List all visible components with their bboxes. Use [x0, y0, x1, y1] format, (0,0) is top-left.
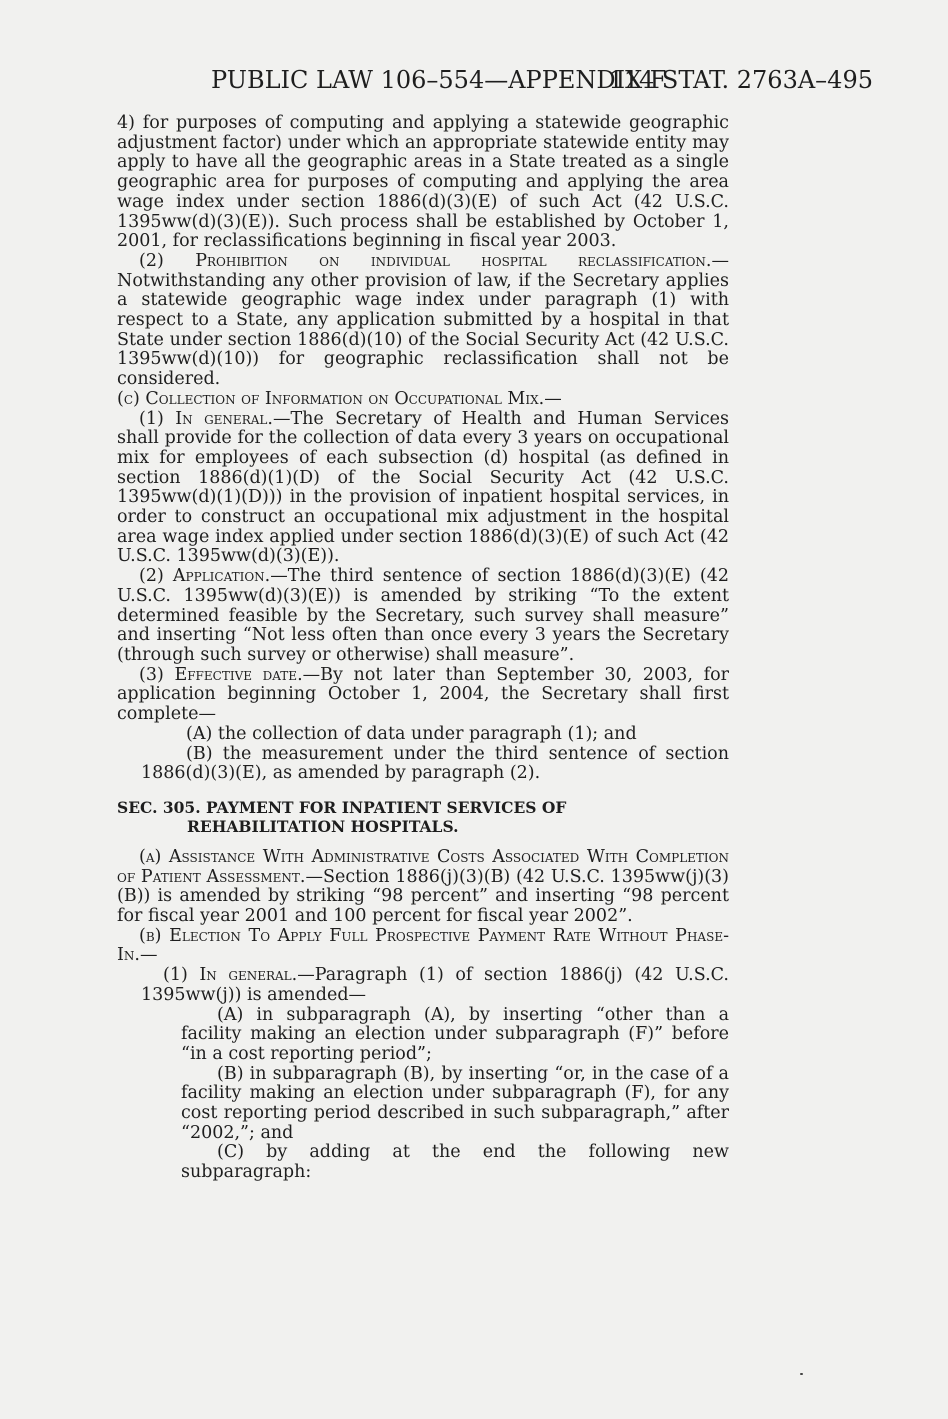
paragraph-continuation: 4) for purposes of computing and applying a statewide geographic adjustment factor) under which an appropriate statewide entity may apply to have all the geographic areas in a State treated as a single geographic area for purposes of computing and applying the area wage index under section 1886(d)(3)(E) of such Act (42 U.S.C. 1395ww(d)(3)(E)). Such process shall be established by October 1, 2001, for reclassifications beginning in fiscal year 2003.: [117, 113, 729, 252]
paragraph-b1: [117, 966, 729, 1005]
paragraph-text: —The third sentence of section 1886(d)(3)(E) (42 U.S.C. 1395ww(d)(3)(E)) is amended by striking “To the extent determined feasible by the Secretary, such survey shall measure” and inserting “Not less often than once every 3 years the Secretary (through such survey or otherwise) shall measure”.: [117, 566, 729, 665]
paragraph-text: —By not later than September 30, 2003, for application beginning October 1, 2004, the Secretary shall first complete—: [117, 664, 729, 725]
paragraph-text: —Notwithstanding any other provision of law, if the Secretary applies a statewide geographic wage index under paragraph (1) with respect to a State, any application submitted by a hospital in that State under section 1886(d)(10) of the Social Security Act (42 U.S.C. 1395ww(d)(10)) for geographic reclassification shall not be considered.: [117, 250, 729, 390]
scan-speck: [800, 1373, 803, 1375]
subparagraph-c3b: (B) the measurement under the third sentence of section 1886(d)(3)(E), as amended by paragraph (2).: [141, 743, 729, 784]
subsection-text: —Section 1886(j)(3)(B) (42 U.S.C. 1395ww(j)(3)(B)) is amended by striking “98 percent” and inserting “98 percent for fiscal year 2001 and 100 percent for fiscal year 2002”.: [117, 866, 729, 927]
subsection-c-heading: [117, 390, 729, 410]
subparagraph-c3a: (A) the collection of data under paragraph (1); and: [186, 723, 637, 744]
subsection-a: [117, 848, 729, 927]
paragraph-heading: (2) Prohibition on individual hospital reclassification.: [139, 250, 712, 271]
subsection-heading: (b) Election To Apply Full Prospective Payment Rate Without Phase-In.: [117, 925, 729, 966]
running-header: [211, 62, 873, 98]
paragraph-heading: (3) Effective date.: [139, 664, 303, 685]
subsection-dash: —: [544, 388, 562, 409]
subsection-dash: —: [139, 945, 158, 966]
paragraph-heading: (2) Application.: [139, 566, 271, 587]
paragraph-c2: [117, 567, 729, 666]
subparagraph-b1b: (B) in subparagraph (B), by inserting “or, in the case of a facility making an election under subparagraph (F), for any cost reporting period described in such subparagraph,” after “2002,”; and: [181, 1063, 729, 1143]
subsection-heading: (a) Assistance With Administrative Costs Associated With Completion of Patient Assessment.: [117, 846, 729, 887]
subsection-heading: (c) Collection of Information on Occupational Mix.: [117, 388, 545, 409]
header-title: PUBLIC LAW 106–554—APPENDIX F: [211, 66, 667, 94]
header-page-number: 114 STAT. 2763A–495: [608, 66, 873, 94]
document-body: [117, 114, 729, 1183]
subparagraph-b1a: (A) in subparagraph (A), by inserting “other than a facility making an election under subparagraph (F)” before “in a cost reporting period”;: [181, 1004, 729, 1064]
paragraph-text: —The Secretary of Health and Human Services shall provide for the collection of data every 3 years on occupational mix for employees of each subsection (d) hospital (as defined in section 1886(d)(1)(D) of the Social Security Act (42 U.S.C. 1395ww(d)(1)(D))) in the provision of inpatient hospital services, in order to construct an occupational mix adjustment in the hospital area wage index applied under section 1886(d)(3)(E) of such Act (42 U.S.C. 1395ww(d)(3)(E)).: [117, 408, 730, 567]
section-305-heading: SEC. 305. PAYMENT FOR INPATIENT SERVICES OF REHABILITATION HOSPITALS.: [117, 797, 567, 836]
subsection-b-heading: [117, 927, 729, 966]
paragraph-c1: [117, 410, 729, 568]
paragraph-b2: [117, 252, 729, 390]
paragraph-heading: (1) In general.: [163, 965, 298, 986]
subparagraph-b1c: (C) by adding at the end the following new subparagraph:: [181, 1142, 729, 1183]
paragraph-c3: [117, 666, 729, 725]
paragraph-text: —Paragraph (1) of section 1886(j) (42 U.S.C. 1395ww(j)) is amended—: [141, 965, 729, 1005]
paragraph-heading: (1) In general.: [139, 408, 273, 429]
